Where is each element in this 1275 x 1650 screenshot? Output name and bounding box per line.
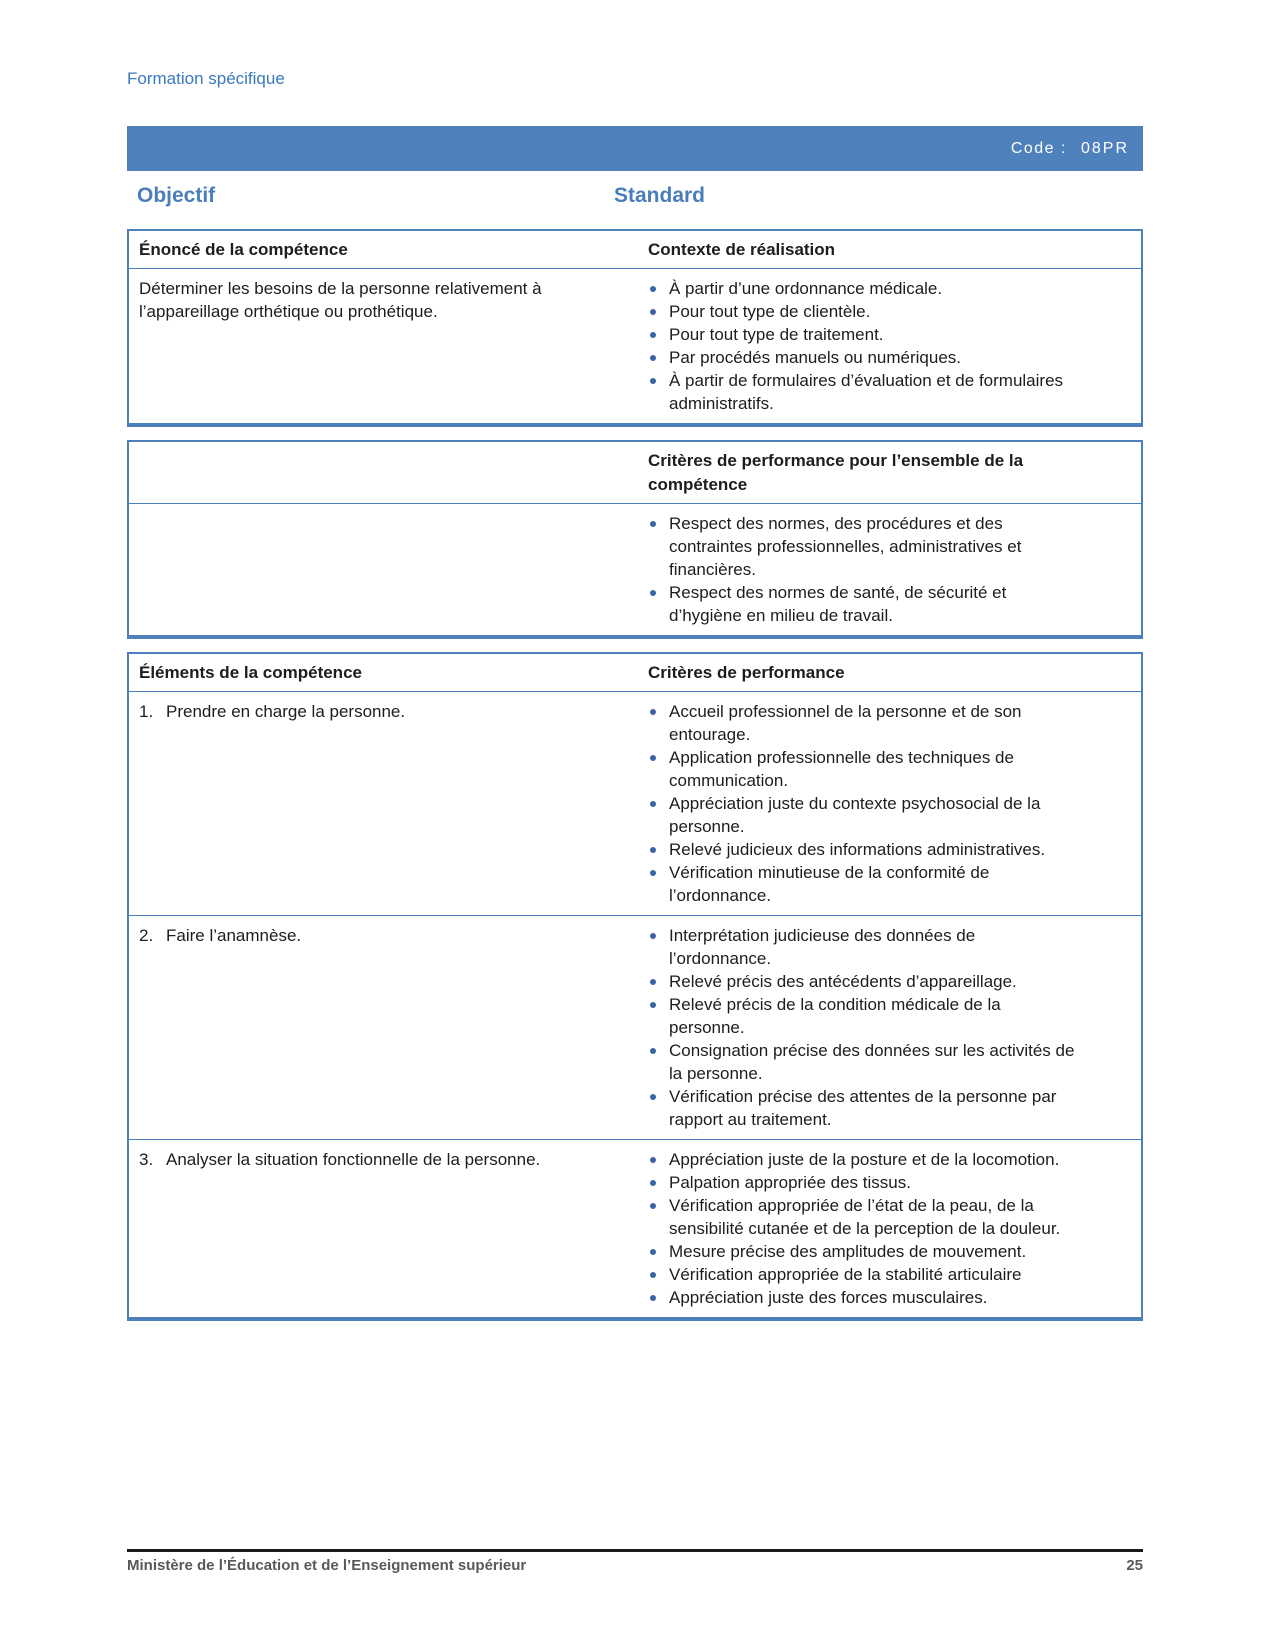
criteria-item: Mesure précise des amplitudes de mouvement. xyxy=(648,1240,1081,1263)
table-header-right: Contexte de réalisation xyxy=(648,240,836,259)
table-header-left: Énoncé de la compétence xyxy=(139,240,348,259)
code-value: 08PR xyxy=(1080,139,1129,157)
criteria-item: Accueil professionnel de la personne et de son entourage. xyxy=(648,700,1081,746)
right-cell xyxy=(648,269,1141,423)
criteria-list xyxy=(648,277,1081,415)
left-cell xyxy=(129,1140,648,1317)
left-cell xyxy=(129,692,648,915)
table-row xyxy=(129,269,1141,423)
criteria-list xyxy=(648,512,1081,627)
objectif-heading: Objectif xyxy=(137,184,216,207)
table-header-left xyxy=(129,442,648,503)
element-label: Analyser la situation fonctionnelle de la personne. xyxy=(166,1150,541,1169)
criteria-item: Interprétation judicieuse des données de l’ordonnance. xyxy=(648,924,1081,970)
criteria-list xyxy=(648,1148,1081,1309)
criteria-item: Par procédés manuels ou numériques. xyxy=(648,346,1081,369)
criteria-item: Palpation appropriée des tissus. xyxy=(648,1171,1081,1194)
table-elements-competence xyxy=(127,652,1143,1321)
item-number: 2. xyxy=(139,926,154,945)
footer-ministry: Ministère de l’Éducation et de l’Enseignement supérieur xyxy=(127,1557,527,1574)
table-header-row xyxy=(129,442,1141,504)
table-criteres-ensemble xyxy=(127,440,1143,639)
element-label: Prendre en charge la personne. xyxy=(166,702,406,721)
element-label: Faire l’anamnèse. xyxy=(166,926,302,945)
section-label: Formation spécifique xyxy=(127,69,285,88)
criteria-item: Vérification appropriée de la stabilité articulaire xyxy=(648,1263,1081,1286)
left-cell xyxy=(129,269,648,423)
table-header-row xyxy=(129,654,1141,692)
table-header-right: Critères de performance xyxy=(648,663,845,682)
criteria-list xyxy=(648,700,1081,907)
criteria-item: Application professionnelle des techniques de communication. xyxy=(648,746,1081,792)
table-header-left: Éléments de la compétence xyxy=(139,663,362,682)
right-cell xyxy=(648,916,1141,1139)
page-footer xyxy=(127,1549,1143,1576)
code-bar xyxy=(127,126,1143,171)
table-row xyxy=(129,1139,1141,1317)
table-row xyxy=(129,504,1141,635)
criteria-item: Relevé judicieux des informations administratives. xyxy=(648,838,1081,861)
criteria-item: À partir de formulaires d’évaluation et de formulaires administratifs. xyxy=(648,369,1081,415)
table-header-row xyxy=(129,231,1141,269)
right-cell xyxy=(648,692,1141,915)
criteria-item: Vérification minutieuse de la conformité de l’ordonnance. xyxy=(648,861,1081,907)
code-label: Code : xyxy=(1010,139,1067,157)
criteria-item: Respect des normes, des procédures et des contraintes professionnelles, administratives et financières. xyxy=(648,512,1081,581)
left-cell xyxy=(129,916,648,1139)
table-enonce-competence xyxy=(127,229,1143,427)
item-number: 1. xyxy=(139,702,154,721)
criteria-item: Respect des normes de santé, de sécurité et d’hygiène en milieu de travail. xyxy=(648,581,1081,627)
criteria-item: À partir d’une ordonnance médicale. xyxy=(648,277,1081,300)
table-row xyxy=(129,915,1141,1139)
criteria-list xyxy=(648,924,1081,1131)
criteria-item: Relevé précis des antécédents d’appareillage. xyxy=(648,970,1081,993)
criteria-item: Pour tout type de clientèle. xyxy=(648,300,1081,323)
code-text xyxy=(1011,140,1129,158)
criteria-item: Appréciation juste du contexte psychosocial de la personne. xyxy=(648,792,1081,838)
item-number: 3. xyxy=(139,1150,154,1169)
left-cell xyxy=(129,504,648,635)
table-header-right: Critères de performance pour l’ensemble de la compétence xyxy=(648,451,1024,494)
competency-statement: Déterminer les besoins de la personne relativement à l’appareillage orthétique ou prothétique. xyxy=(139,279,542,321)
criteria-item: Vérification appropriée de l’état de la peau, de la sensibilité cutanée et de la perception de la douleur. xyxy=(648,1194,1081,1240)
criteria-item: Pour tout type de traitement. xyxy=(648,323,1081,346)
criteria-item: Consignation précise des données sur les activités de la personne. xyxy=(648,1039,1081,1085)
criteria-item: Vérification précise des attentes de la personne par rapport au traitement. xyxy=(648,1085,1081,1131)
standard-heading: Standard xyxy=(614,184,706,207)
criteria-item: Appréciation juste des forces musculaires. xyxy=(648,1286,1081,1309)
right-cell xyxy=(648,504,1141,635)
criteria-item: Relevé précis de la condition médicale de la personne. xyxy=(648,993,1081,1039)
criteria-item: Appréciation juste de la posture et de la locomotion. xyxy=(648,1148,1081,1171)
column-headings xyxy=(127,183,1143,209)
right-cell xyxy=(648,1140,1141,1317)
table-row xyxy=(129,692,1141,915)
footer-page-number: 25 xyxy=(1126,1557,1143,1574)
